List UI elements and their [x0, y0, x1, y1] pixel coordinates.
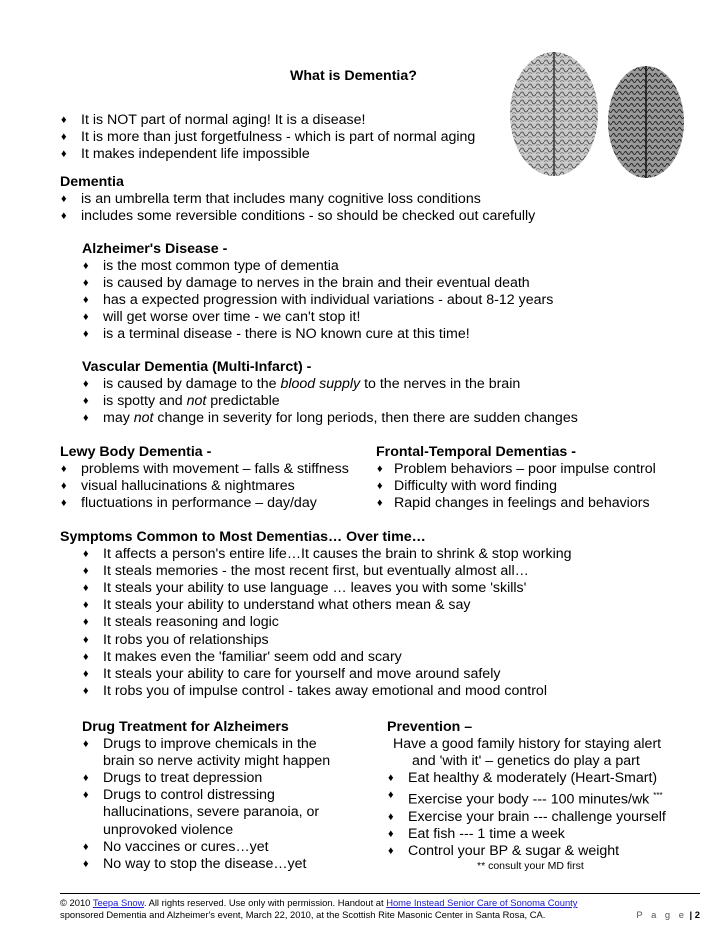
prevention-intro: and 'with it' – genetics do play a part: [412, 753, 640, 770]
section-heading: Symptoms Common to Most Dementias… Over time…: [60, 529, 426, 545]
list-item: ♦ problems with movement – falls & stiffness: [60, 461, 370, 478]
intro-list: [60, 112, 520, 163]
text-run: to the nerves in the brain: [360, 376, 521, 393]
list-item: [82, 410, 682, 427]
frontal-section: [376, 444, 696, 512]
list-item: ♦ fluctuations in performance – day/day: [60, 495, 370, 512]
list-item: ♦ It is more than just forgetfulness - which is part of normal aging: [60, 129, 520, 146]
lewy-section: [60, 444, 370, 512]
list-item: ♦ It makes independent life impossible: [60, 146, 520, 163]
org-link[interactable]: Home Instead Senior Care of Sonoma County: [386, 897, 578, 908]
text-run: may: [103, 410, 134, 427]
section-heading: Vascular Dementia (Multi-Infarct) -: [82, 359, 312, 375]
list-item: ♦ Rapid changes in feelings and behaviors: [376, 495, 696, 512]
footnote-marker: ***: [653, 791, 663, 801]
footer-line-1: [60, 897, 700, 909]
healthy-brain: [510, 52, 598, 176]
list-item: ♦ No way to stop the disease…yet: [82, 856, 362, 873]
vascular-section: [82, 359, 682, 427]
list-item: [82, 393, 682, 410]
section-heading: Frontal-Temporal Dementias -: [376, 444, 576, 460]
list-item: ♦ It steals your ability to care for yourself and move around safely: [82, 666, 690, 683]
list-item: ♦ is a terminal disease - there is NO known cure at this time!: [82, 326, 642, 343]
list-item: ♦ Drugs to control distressing hallucinations, severe paranoia, or unprovoked violence: [82, 787, 335, 838]
page-number: [636, 909, 700, 921]
author-link[interactable]: Teepa Snow: [92, 897, 144, 908]
list-item: ♦ will get worse over time - we can't stop it!: [82, 309, 642, 326]
list-item: ♦ It makes even the 'familiar' seem odd and scary: [82, 649, 690, 666]
list-item: ♦ is the most common type of dementia: [82, 258, 642, 275]
page-label: P a g e: [636, 909, 687, 920]
list-item: ♦ includes some reversible conditions - so should be checked out carefully: [60, 208, 580, 225]
list-item: [82, 376, 682, 393]
list-item: ♦ has a expected progression with individual variations - about 8-12 years: [82, 292, 642, 309]
alzheimers-section: [82, 241, 642, 344]
symptoms-section: [60, 529, 690, 700]
list-item: ♦ Eat fish --- 1 time a week: [387, 826, 697, 843]
list-item: ♦ It affects a person's entire life…It causes the brain to shrink & stop working: [82, 546, 690, 563]
list-item: ♦ Difficulty with word finding: [376, 478, 696, 495]
list-item: ♦ It steals reasoning and logic: [82, 614, 690, 631]
dementia-section: [60, 174, 580, 225]
section-heading: Alzheimer's Disease -: [82, 241, 228, 257]
list-item: ♦ is caused by damage to nerves in the brain and their eventual death: [82, 275, 642, 292]
text-run: © 2010: [60, 897, 93, 908]
list-item: ♦ It steals your ability to use language … leaves you with some 'skills': [82, 580, 690, 597]
text-run: is spotty and: [103, 393, 187, 410]
emphasis: not: [186, 393, 207, 410]
footer: [60, 897, 700, 921]
footnote: ** consult your MD first: [477, 860, 584, 873]
section-heading: Dementia: [60, 174, 124, 190]
list-item: ♦ It is NOT part of normal aging! It is a disease!: [60, 112, 520, 129]
text-run: predictable: [206, 393, 280, 410]
page-title: What is Dementia?: [290, 68, 417, 84]
brain-comparison-image: [504, 42, 696, 188]
drug-section: [82, 719, 362, 873]
list-item: ♦ It robs you of impulse control - takes away emotional and mood control: [82, 683, 690, 700]
list-item: ♦ Drugs to treat depression: [82, 770, 362, 787]
section-heading: Prevention –: [387, 719, 473, 735]
list-item: ♦ Exercise your brain --- challenge yourself: [387, 809, 697, 826]
list-item: ♦ Eat healthy & moderately (Heart-Smart): [387, 770, 697, 787]
list-item: ♦ No vaccines or cures…yet: [82, 839, 362, 856]
dementia-brain: [608, 66, 684, 178]
text-run: Exercise your body --- 100 minutes/wk: [408, 792, 650, 809]
text-run: . All rights reserved. Use only with permission. Handout at: [143, 897, 387, 908]
brain-illustration: [504, 42, 696, 188]
page-num: 2: [694, 909, 700, 920]
list-item: ♦ Problem behaviors – poor impulse control: [376, 461, 696, 478]
text-run: is caused by damage to the: [103, 376, 281, 393]
list-item: [387, 787, 697, 809]
section-heading: Lewy Body Dementia -: [60, 444, 212, 460]
list-item: ♦ It steals your ability to understand what others mean & say: [82, 597, 690, 614]
emphasis: blood supply: [280, 376, 361, 393]
page-separator: |: [686, 909, 695, 920]
list-item: ♦ is an umbrella term that includes many cognitive loss conditions: [60, 191, 580, 208]
list-item: ♦ Control your BP & sugar & weight: [387, 843, 697, 860]
list-item: ♦ It robs you of relationships: [82, 632, 690, 649]
prevention-section: [387, 719, 697, 873]
footer-divider: [60, 893, 700, 894]
list-item: ♦ visual hallucinations & nightmares: [60, 478, 370, 495]
text-run: change in severity for long periods, then there are sudden changes: [153, 410, 578, 427]
list-item: ♦ Drugs to improve chemicals in the brain so nerve activity might happen: [82, 736, 335, 770]
footer-line-2: sponsored Dementia and Alzheimer's event, March 22, 2010, at the Scottish Rite Masonic Center in Santa Rosa, CA.: [60, 909, 546, 920]
list-item: ♦ It steals memories - the most recent first, but eventually almost all…: [82, 563, 690, 580]
emphasis: not: [133, 410, 154, 427]
prevention-intro: Have a good family history for staying alert: [393, 736, 662, 753]
section-heading: Drug Treatment for Alzheimers: [82, 719, 289, 735]
